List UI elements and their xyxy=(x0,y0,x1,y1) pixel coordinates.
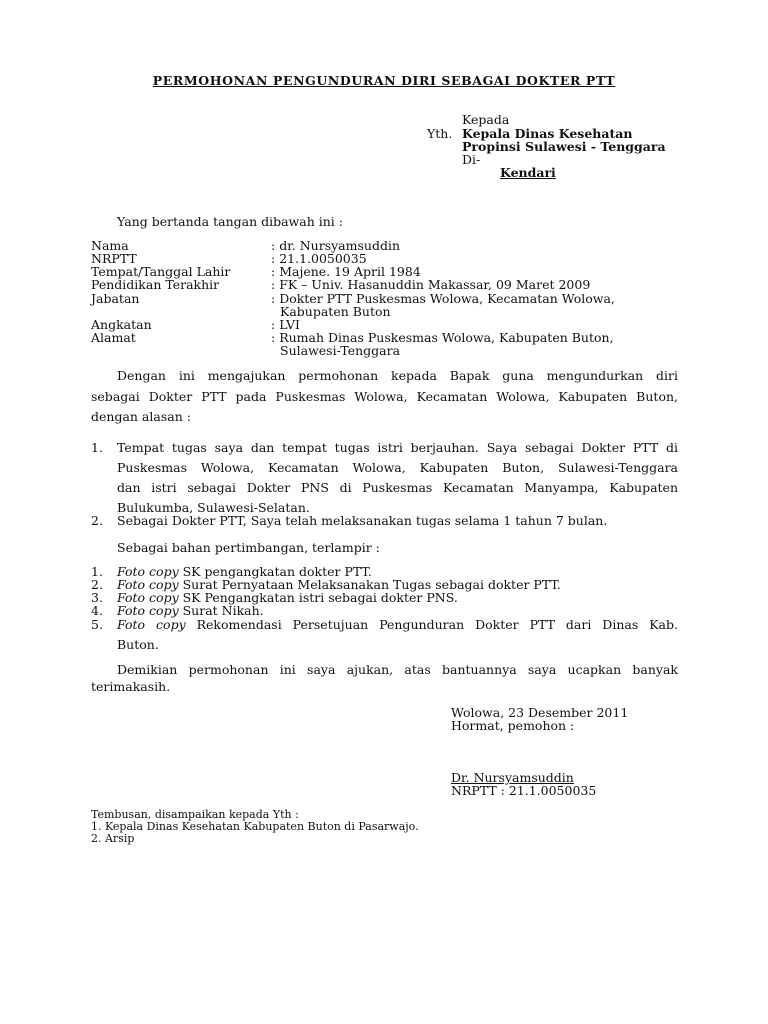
reason-line: Tempat tugas saya dan tempat tugas istri berjauhan. Saya sebagai Dokter PTT di xyxy=(117,440,678,455)
attachment-number: 4. xyxy=(91,603,103,618)
attachment-prefix: Foto copy xyxy=(117,590,179,605)
cc-item: 1. Kepala Dinas Kesehatan Kabupaten Buton di Pasarwajo. xyxy=(91,820,419,833)
identity-value-text: Rumah Dinas Puskesmas Wolowa, Kabupaten Buton, xyxy=(279,330,614,345)
identity-label: Jabatan xyxy=(91,291,140,306)
attachment-text: SK pengangkatan dokter PTT. xyxy=(178,564,372,579)
attachment-prefix: Foto copy xyxy=(117,603,179,618)
identity-value: : Dokter PTT Puskesmas Wolowa, Kecamatan Wolowa, xyxy=(271,291,615,306)
identity-value-text: dr. Nursyamsuddin xyxy=(279,238,401,253)
document-title: PERMOHONAN PENGUNDURAN DIRI SEBAGAI DOKTER PTT xyxy=(152,73,616,88)
identity-value-text: 21.1.0050035 xyxy=(279,251,367,266)
cc-intro: Tembusan, disampaikan kepada Yth : xyxy=(91,808,299,821)
identity-value: : Rumah Dinas Puskesmas Wolowa, Kabupaten Buton, xyxy=(271,330,614,345)
reason-number: 1. xyxy=(91,440,103,455)
recipient-yth: Yth. xyxy=(427,126,453,141)
identity-value-text: FK – Univ. Hasanuddin Makassar, 09 Maret 2009 xyxy=(279,277,591,292)
identity-value-continued: Sulawesi-Tenggara xyxy=(280,343,401,358)
regards-line: Hormat, pemohon : xyxy=(451,718,575,733)
attachment-number: 2. xyxy=(91,577,103,592)
recipient-city: Kendari xyxy=(500,165,556,180)
place-date: Wolowa, 23 Desember 2011 xyxy=(451,705,629,720)
identity-value-continued: Kabupaten Buton xyxy=(280,304,391,319)
reason-line: dan istri sebagai Dokter PNS di Puskesmas Kecamatan Manyampa, Kabupaten xyxy=(117,480,678,495)
attachments-intro: Sebagai bahan pertimbangan, terlampir : xyxy=(117,540,380,555)
identity-label: Tempat/Tanggal Lahir xyxy=(91,264,231,279)
signer-name: Dr. Nursyamsuddin xyxy=(451,770,574,785)
identity-row xyxy=(91,291,615,306)
identity-row xyxy=(91,277,591,292)
identity-value-text: LVI xyxy=(279,317,300,332)
request-line: Dengan ini mengajukan permohonan kepada Bapak guna mengundurkan diri xyxy=(117,368,678,383)
recipient-line2: Propinsi Sulawesi - Tenggara xyxy=(462,139,666,154)
identity-label: NRPTT xyxy=(91,251,137,266)
identity-value: : 21.1.0050035 xyxy=(271,251,367,266)
attachment-text: Rekomendasi Persetujuan Pengunduran Dokter PTT dari Dinas Kab. xyxy=(185,617,678,632)
closing-line: Demikian permohonan ini saya ajukan, atas bantuannya saya ucapkan banyak xyxy=(117,662,678,677)
attachment-item-continued: Buton. xyxy=(117,637,159,652)
attachment-item xyxy=(117,604,264,618)
identity-value: : Majene. 19 April 1984 xyxy=(271,264,421,279)
identity-label: Pendidikan Terakhir xyxy=(91,277,220,292)
identity-label: Alamat xyxy=(91,330,136,345)
closing-line: terimakasih. xyxy=(91,679,171,694)
identity-label: Nama xyxy=(91,238,129,253)
identity-value-text: Dokter PTT Puskesmas Wolowa, Kecamatan Wolowa, xyxy=(279,291,615,306)
attachment-prefix: Foto copy xyxy=(117,577,179,592)
recipient-line1: Kepala Dinas Kesehatan xyxy=(462,126,633,141)
attachment-item xyxy=(117,618,678,632)
reason-line: Bulukumba, Sulawesi-Selatan. xyxy=(117,500,310,515)
attachment-text: Surat Pernyataan Melaksanakan Tugas sebagai dokter PTT. xyxy=(178,577,561,592)
identity-value: : LVI xyxy=(271,317,300,332)
cc-item: 2. Arsip xyxy=(91,832,135,845)
attachment-text: SK Pengangkatan istri sebagai dokter PNS. xyxy=(178,590,458,605)
attachment-number: 3. xyxy=(91,590,103,605)
identity-value-text: Majene. 19 April 1984 xyxy=(279,264,421,279)
identity-value: : dr. Nursyamsuddin xyxy=(271,238,401,253)
attachment-number: 1. xyxy=(91,564,103,579)
recipient-kepada: Kepada xyxy=(462,112,510,127)
signer-id: NRPTT : 21.1.0050035 xyxy=(451,783,597,798)
attachment-number: 5. xyxy=(91,617,103,632)
attachment-prefix: Foto copy xyxy=(117,564,179,579)
reason-line: Sebagai Dokter PTT, Saya telah melaksanakan tugas selama 1 tahun 7 bulan. xyxy=(117,513,608,528)
request-line: sebagai Dokter PTT pada Puskesmas Wolowa, Kecamatan Wolowa, Kabupaten Buton, xyxy=(91,389,678,404)
reason-line: Puskesmas Wolowa, Kecamatan Wolowa, Kabupaten Buton, Sulawesi-Tenggara xyxy=(117,460,678,475)
reason-number: 2. xyxy=(91,513,103,528)
request-line: dengan alasan : xyxy=(91,409,191,424)
attachment-prefix: Foto copy xyxy=(117,617,186,632)
identity-value: : FK – Univ. Hasanuddin Makassar, 09 Maret 2009 xyxy=(271,277,591,292)
identity-row xyxy=(91,330,614,345)
identity-label: Angkatan xyxy=(91,317,152,332)
recipient-di: Di- xyxy=(462,152,481,167)
opening-line: Yang bertanda tangan dibawah ini : xyxy=(117,214,343,229)
attachment-text: Surat Nikah. xyxy=(178,603,264,618)
